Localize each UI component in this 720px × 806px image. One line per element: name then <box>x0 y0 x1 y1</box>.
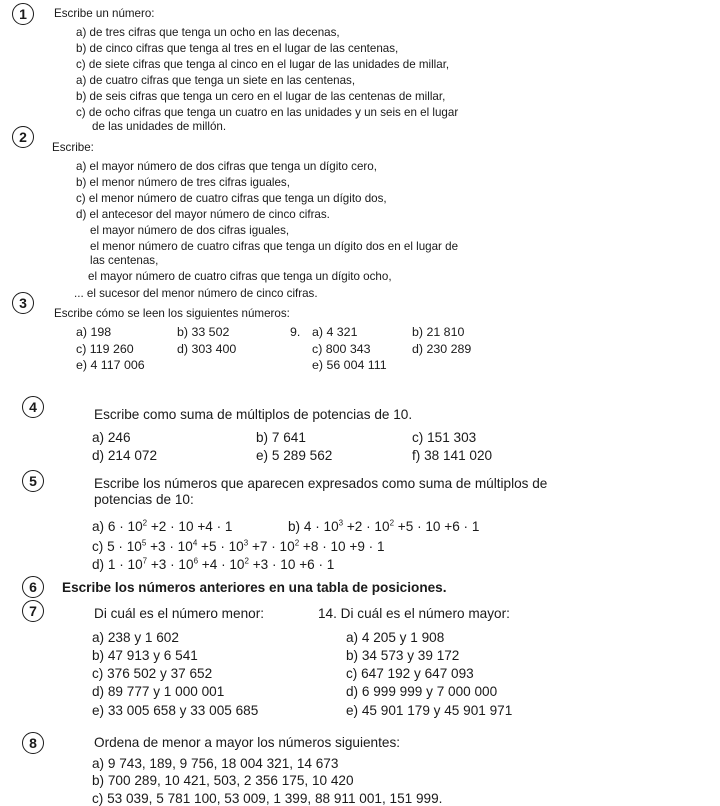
section-5-title-continued: potencias de 10: <box>94 492 194 507</box>
s7-left-a: a) 238 y 1 602 <box>92 630 179 645</box>
s4-item-c: c) 151 303 <box>412 430 477 445</box>
s7-right-c: c) 647 192 y 647 093 <box>346 666 474 681</box>
s1-item-3: c) de siete cifras que tenga al cinco en el lugar de las unidades de millar, <box>76 58 450 71</box>
exercise-number-3: 3 <box>12 292 34 314</box>
s3-left-a: a) 198 <box>76 325 112 339</box>
section-1-title: Escribe un número: <box>54 7 155 20</box>
section-2-title: Escribe: <box>52 141 94 154</box>
s3-right-e: e) 56 004 111 <box>312 358 387 372</box>
section-8-title: Ordena de menor a mayor los números siguientes: <box>94 735 401 750</box>
s7-left-d: d) 89 777 y 1 000 001 <box>92 684 225 699</box>
s5-item-b: b) $4 \cdot 10^3 +2 \cdot 10^2 +5 \cdot 10 +6 \cdot 1$ <box>288 518 480 534</box>
s3-right-b: b) 21 810 <box>412 325 465 339</box>
s3-left-e: e) 4 117 006 <box>76 358 145 372</box>
s2-item-6: el menor número de cuatro cifras que tenga un dígito dos en el lugar de <box>90 240 459 253</box>
exercise-number-8: 8 <box>22 732 44 754</box>
s1-item-2: b) de cinco cifras que tenga al tres en el lugar de las centenas, <box>76 42 399 55</box>
section-6-title: Escribe los números anteriores en una tabla de posiciones. <box>62 580 447 595</box>
s4-item-e: e) 5 289 562 <box>256 448 333 463</box>
s8-item-b: b) 700 289, 10 421, 503, 2 356 175, 10 420 <box>92 773 354 788</box>
s5-item-d: d) $1 \cdot 10^7 +3 \cdot 10^6 +4 \cdot 10^2 +3 \cdot 10 +6 \cdot 1$ <box>92 556 335 572</box>
s1-item-4: a) de cuatro cifras que tenga un siete en las centenas, <box>76 74 356 87</box>
s3-left-d: d) 303 400 <box>177 342 237 356</box>
s7-right-b: b) 34 573 y 39 172 <box>346 648 460 663</box>
exercise-number-1: 1 <box>12 3 34 25</box>
section-3-title: Escribe cómo se leen los siguientes números: <box>54 307 290 320</box>
s2-item-2: b) el menor número de tres cifras iguales, <box>76 176 290 189</box>
s7-left-b: b) 47 913 y 6 541 <box>92 648 198 663</box>
s4-item-f: f) 38 141 020 <box>412 448 493 463</box>
section-5-title: Escribe los números que aparecen expresados como suma de múltiplos de <box>94 476 548 491</box>
s4-item-b: b) 7 641 <box>256 430 306 445</box>
s2-item-6-continued: las centenas, <box>90 254 159 267</box>
s8-item-c: c) 53 039, 5 781 100, 53 009, 1 399, 88 911 001, 151 999. <box>92 791 443 806</box>
s2-item-3: c) el menor número de cuatro cifras que tenga un dígito dos, <box>76 192 387 205</box>
exercise-number-5: 5 <box>22 470 44 492</box>
s5-item-a: a) $6 \cdot 10^2 +2 \cdot 10 +4 \cdot 1$ <box>92 518 233 534</box>
s3-left-c: c) 119 260 <box>76 342 134 356</box>
s7-left-c: c) 376 502 y 37 652 <box>92 666 213 681</box>
s1-item-1: a) de tres cifras que tenga un ocho en las decenas, <box>76 26 340 39</box>
s3-right-a: a) 4 321 <box>312 325 358 339</box>
s2-item-5: el mayor número de dos cifras iguales, <box>90 224 290 237</box>
s3-left-b: b) 33 502 <box>177 325 230 339</box>
s2-item-1: a) el mayor número de dos cifras que tenga un dígito cero, <box>76 160 377 173</box>
s7-right-d: d) 6 999 999 y 7 000 000 <box>346 684 498 699</box>
s5-item-c: c) $5 \cdot 10^5 +3 \cdot 10^4 +5 \cdot 10^3 +7 \cdot 10^2 +8 \cdot 10 +9 \cdot 1$ <box>92 538 385 554</box>
s4-item-a: a) 246 <box>92 430 131 445</box>
s2-item-4: d) el antecesor del mayor número de cinco cifras. <box>76 208 330 221</box>
section-7-title-left: Di cuál es el número menor: <box>94 606 264 621</box>
s7-right-a: a) 4 205 y 1 908 <box>346 630 445 645</box>
exercise-number-4: 4 <box>22 396 44 418</box>
exercise-number-6: 6 <box>22 576 44 598</box>
s2-item-8: ... el sucesor del menor número de cinco cifras. <box>74 287 318 300</box>
exercise-number-2: 2 <box>12 126 34 148</box>
s1-item-5: b) de seis cifras que tenga un cero en el lugar de las centenas de millar, <box>76 90 446 103</box>
s4-item-d: d) 214 072 <box>92 448 158 463</box>
section-4-title: Escribe como suma de múltiplos de potencias de 10. <box>94 407 413 422</box>
s3-prefix: 9. <box>290 325 301 339</box>
s8-item-a: a) 9 743, 189, 9 756, 18 004 321, 14 673 <box>92 756 339 771</box>
s7-left-e: e) 33 005 658 y 33 005 685 <box>92 703 259 718</box>
section-7-title-right: 14. Di cuál es el número mayor: <box>318 606 510 621</box>
s7-right-e: e) 45 901 179 y 45 901 971 <box>346 703 513 718</box>
s2-item-7: el mayor número de cuatro cifras que tenga un dígito ocho, <box>88 270 392 283</box>
s3-right-d: d) 230 289 <box>412 342 472 356</box>
s1-item-6-continued: de las unidades de millón. <box>92 120 227 133</box>
exercise-number-7: 7 <box>22 600 44 622</box>
s3-right-c: c) 800 343 <box>312 342 371 356</box>
s1-item-6: c) de ocho cifras que tenga un cuatro en las unidades y un seis en el lugar <box>76 106 459 119</box>
